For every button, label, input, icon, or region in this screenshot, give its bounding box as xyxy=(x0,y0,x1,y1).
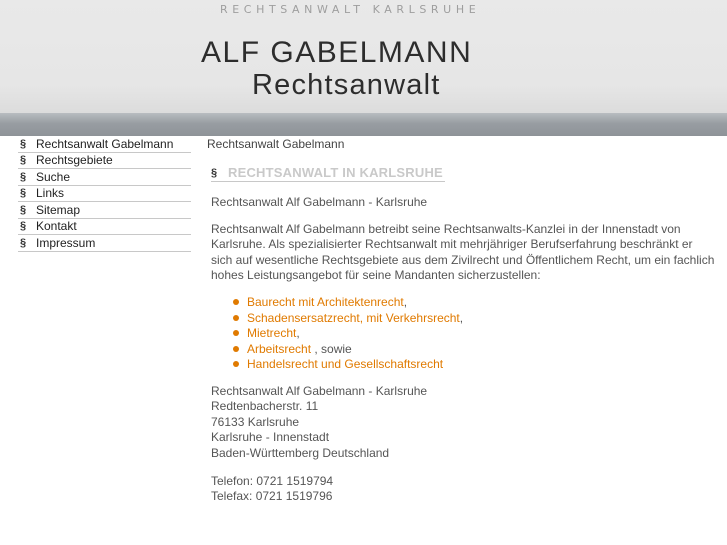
link-handelsrecht[interactable]: Handelsrecht und Gesellschaftsrecht xyxy=(247,357,444,371)
list-item-suffix: , sowie xyxy=(311,341,352,356)
address-line: Karlsruhe - Innenstadt xyxy=(211,430,330,445)
link-arbeitsrecht[interactable]: Arbeitsrecht xyxy=(247,341,312,356)
address-line: Rechtsanwalt Alf Gabelmann - Karlsruhe xyxy=(211,384,428,398)
link-mietrecht[interactable]: Mietrecht xyxy=(247,326,297,340)
list-item xyxy=(233,311,463,327)
header-tagline: RECHTSANWALT KARLSRUHE xyxy=(220,3,481,16)
bullet-icon xyxy=(233,330,239,336)
nav-item-impressum[interactable] xyxy=(18,235,191,252)
intro-text: Rechtsanwalt Alf Gabelmann - Karlsruhe xyxy=(211,195,428,209)
section-icon: § xyxy=(20,220,27,233)
nav-item-rechtsanwalt-gabelmann[interactable] xyxy=(18,136,191,153)
nav-item-suche[interactable] xyxy=(18,169,191,186)
bullet-icon xyxy=(233,361,239,367)
telefon-line: Telefon: 0721 1519794 xyxy=(211,474,334,488)
section-title: RECHTSANWALT IN KARLSRUHE xyxy=(228,165,443,180)
list-item xyxy=(233,342,463,358)
nav-item-label: Links xyxy=(36,186,65,201)
header-subtitle: Rechtsanwalt xyxy=(252,69,441,101)
address-line: Baden-Württemberg Deutschland xyxy=(211,445,390,460)
address-line: 76133 Karlsruhe xyxy=(211,414,300,429)
section-icon: § xyxy=(20,203,27,216)
contact-block xyxy=(211,474,716,505)
address-line: Redtenbacherstr. 11 xyxy=(211,399,319,414)
list-item xyxy=(233,326,463,342)
nav-item-sitemap[interactable] xyxy=(18,202,191,219)
list-item-suffix: , xyxy=(403,295,408,309)
bullet-icon xyxy=(233,299,239,305)
section-icon: § xyxy=(20,170,27,183)
practice-areas-list xyxy=(233,295,463,373)
nav-item-label: Kontakt xyxy=(36,219,77,234)
section-icon: § xyxy=(20,187,27,200)
sidebar-nav xyxy=(18,136,191,252)
link-schadensersatzrecht[interactable]: Schadensersatzrecht, mit Verkehrsrecht xyxy=(247,310,460,325)
nav-item-rechtsgebiete[interactable] xyxy=(18,153,191,170)
list-item-suffix: , xyxy=(296,326,300,340)
bullet-icon xyxy=(233,315,239,321)
list-item-suffix: , xyxy=(459,310,464,325)
section-heading xyxy=(211,164,445,182)
nav-item-label: Sitemap xyxy=(36,202,81,217)
nav-item-label: Rechtsgebiete xyxy=(36,153,113,168)
address-block xyxy=(211,384,716,461)
telefax-line: Telefax: 0721 1519796 xyxy=(211,489,333,504)
section-icon: § xyxy=(20,154,27,167)
description-text: Rechtsanwalt Alf Gabelmann betreibt seine Rechtsanwalts-Kanzlei in der Innenstadt von Karlsruhe. Als spezialisierter Rechtsanwalt mit mehrjähriger Berufserfahrung beschränkt er sich auf wesentliche Rechtsgebiete aus dem Zivilrecht und Öffentlichem Recht, um ein fachlich hohes Leistungsangebot für seine Mandanten sicherzustellen: xyxy=(211,222,715,283)
nav-item-label: Suche xyxy=(36,169,71,184)
header-name: ALF GABELMANN xyxy=(201,36,473,69)
nav-item-label: Rechtsanwalt Gabelmann xyxy=(36,136,174,151)
list-item xyxy=(233,357,463,373)
link-baurecht[interactable]: Baurecht mit Architektenrecht xyxy=(247,295,404,309)
section-icon: § xyxy=(211,166,218,179)
list-item xyxy=(233,295,463,311)
bullet-icon xyxy=(233,346,239,352)
section-icon: § xyxy=(20,236,27,249)
nav-item-kontakt[interactable] xyxy=(18,219,191,236)
breadcrumb: Rechtsanwalt Gabelmann xyxy=(207,137,345,151)
section-icon: § xyxy=(20,137,27,150)
header-band xyxy=(0,113,727,136)
nav-item-label: Impressum xyxy=(36,235,96,250)
site-header xyxy=(0,0,727,113)
nav-item-links[interactable] xyxy=(18,186,191,203)
